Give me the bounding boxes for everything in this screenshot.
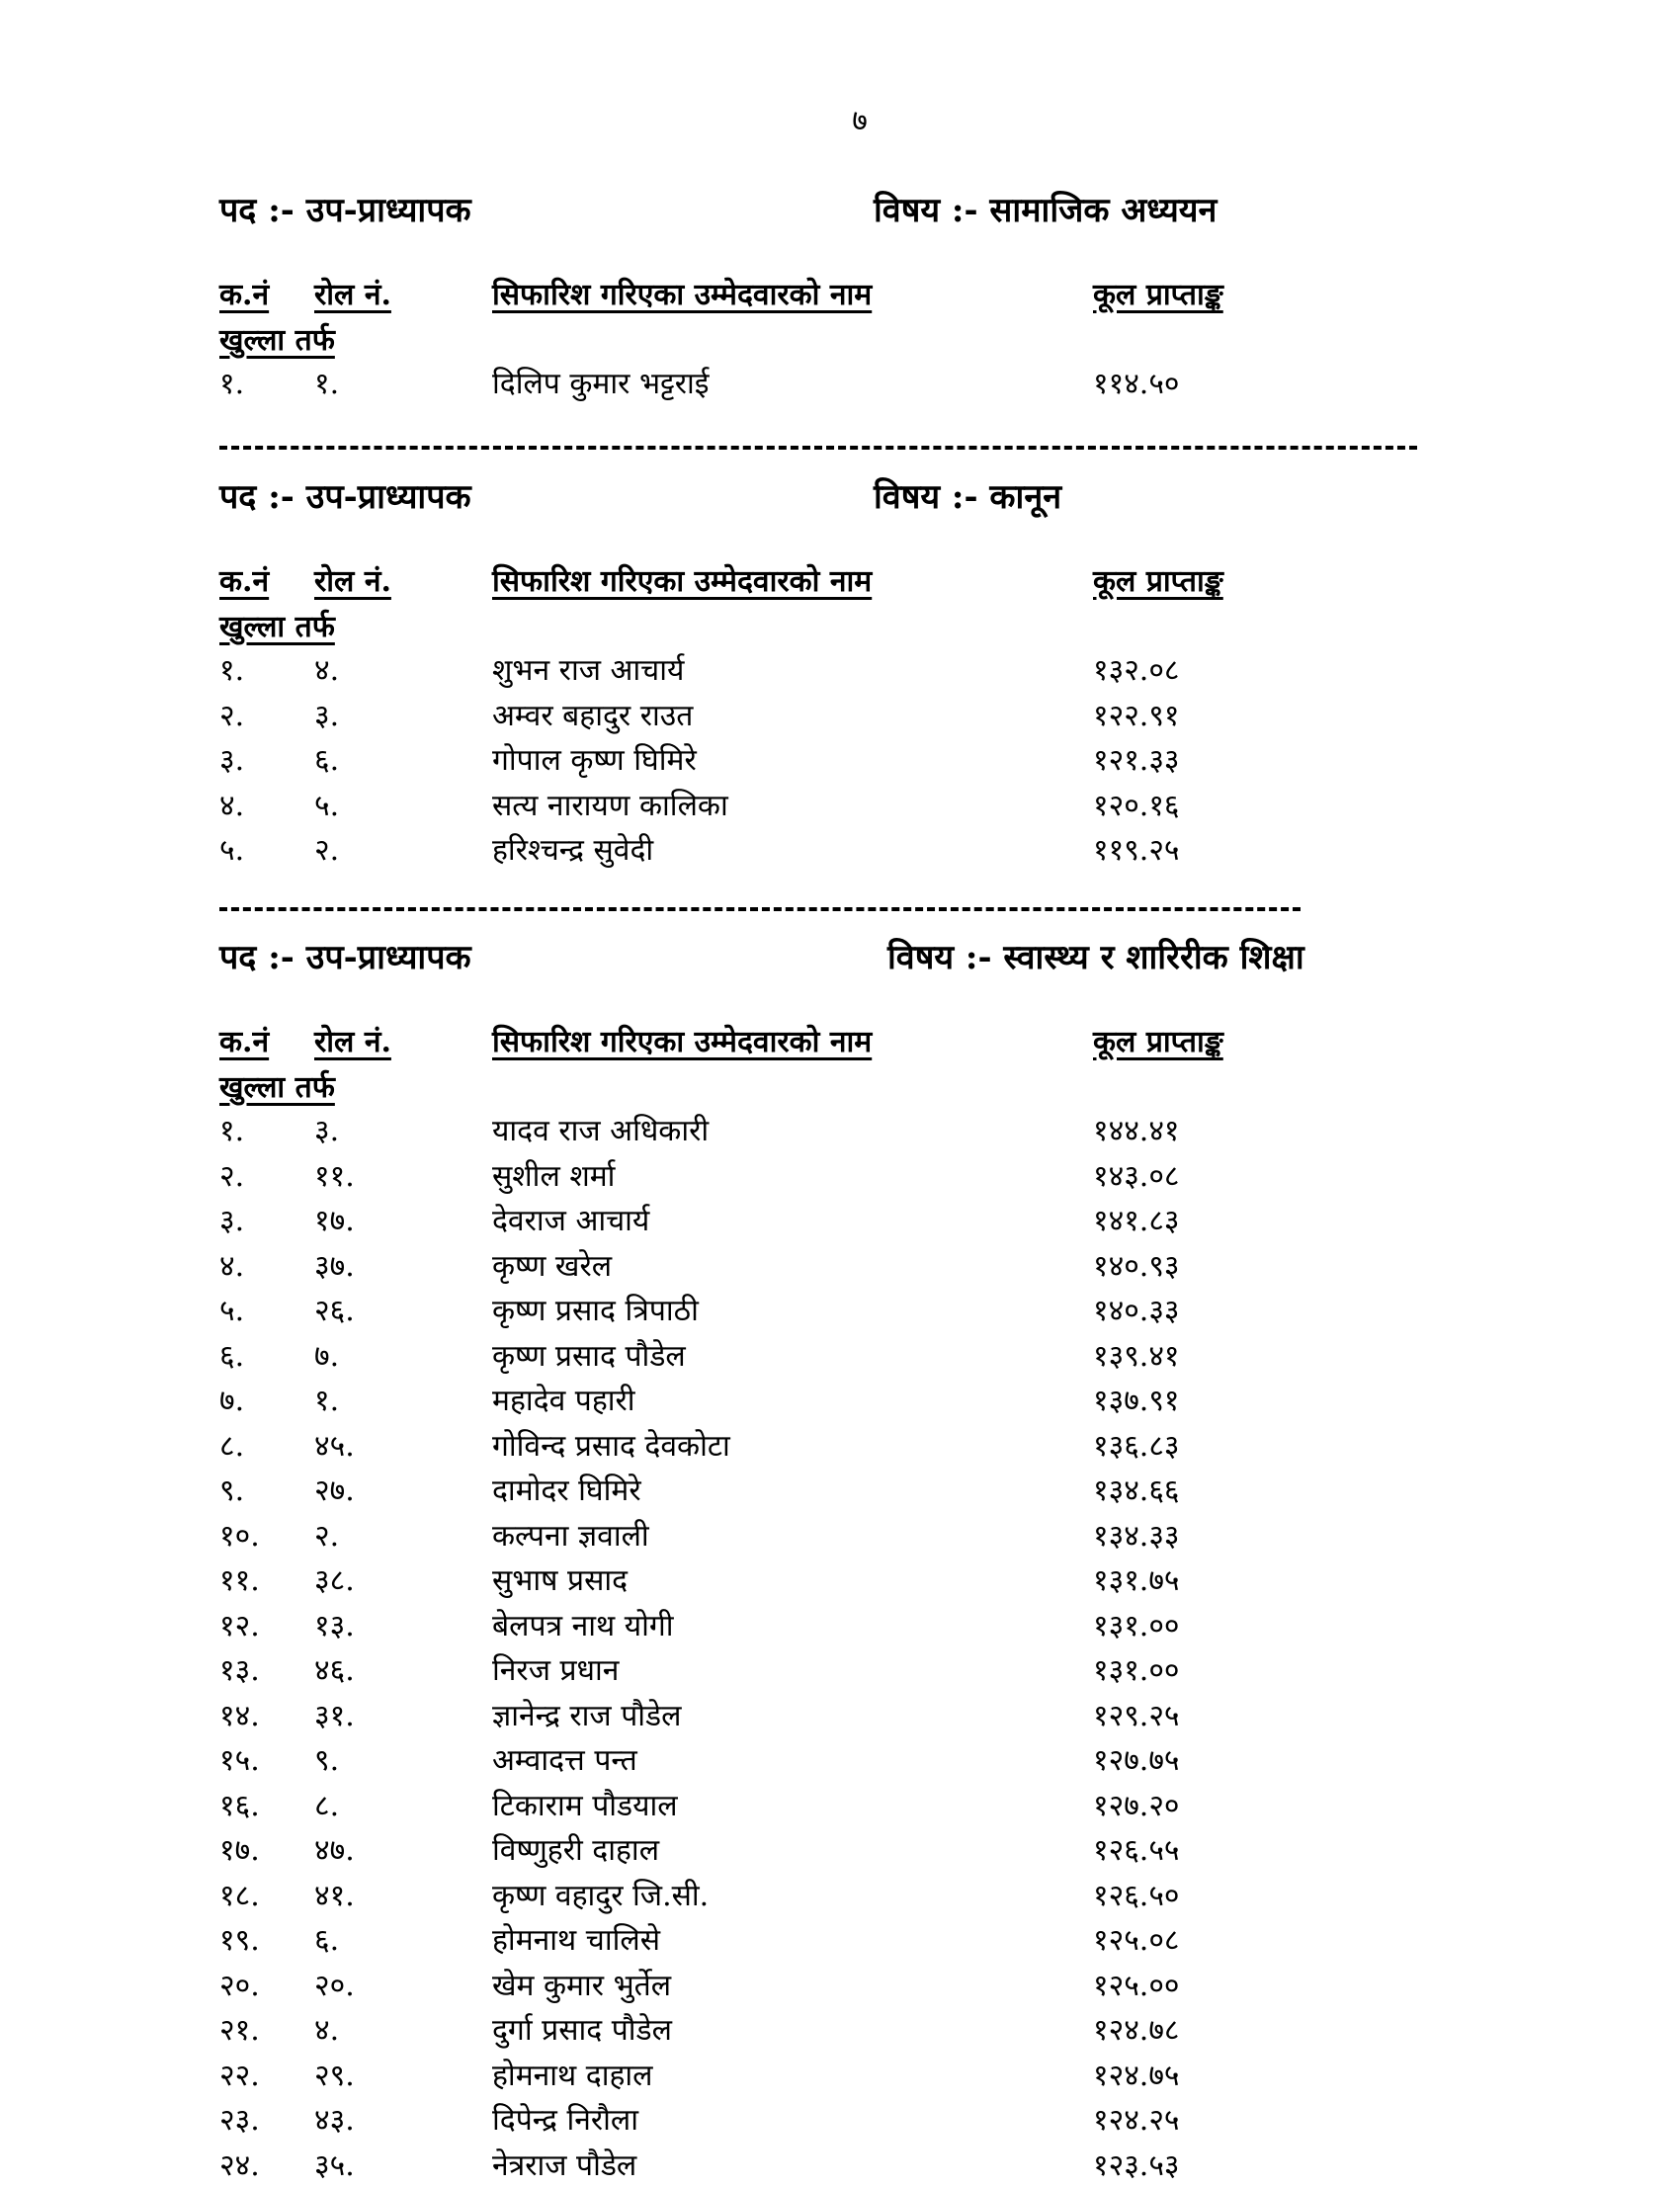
row-serial: २. bbox=[219, 1154, 244, 1195]
table-row bbox=[219, 1244, 1504, 1290]
row-candidate-name: यादव राज अधिकारी bbox=[492, 1109, 709, 1149]
row-total-score: १४३.०८ bbox=[1093, 1154, 1180, 1195]
table-row bbox=[219, 2144, 1504, 2188]
post-label: पद :- उप-प्राध्यापक bbox=[219, 186, 471, 231]
table-row bbox=[219, 1648, 1504, 1694]
row-roll-number: २९. bbox=[314, 2054, 355, 2094]
table-row bbox=[219, 1694, 1504, 1739]
table-row bbox=[219, 1379, 1504, 1424]
row-roll-number: ११. bbox=[314, 1154, 355, 1195]
table-row bbox=[219, 1784, 1504, 1829]
row-serial: ५. bbox=[219, 1289, 244, 1329]
row-serial: ५. bbox=[219, 828, 244, 869]
row-total-score: १२५.०० bbox=[1093, 1964, 1180, 2004]
row-serial: २. bbox=[219, 694, 244, 734]
col-serial-header: क.नं bbox=[219, 1020, 269, 1060]
col-roll-header: रोल नं. bbox=[314, 559, 391, 600]
subject-label: विषय :- सामाजिक अध्ययन bbox=[874, 186, 1217, 231]
column-headers bbox=[219, 559, 1504, 605]
row-serial: २०. bbox=[219, 1964, 260, 2004]
group-label: खुल्ला तर्फ bbox=[219, 318, 1504, 362]
section-health-physical-education bbox=[219, 933, 1504, 2188]
row-total-score: १४०.३३ bbox=[1093, 1289, 1180, 1329]
table-row bbox=[219, 1109, 1504, 1154]
table-row bbox=[219, 1874, 1504, 1919]
subject-label: विषय :- स्वास्थ्य र शारिरीक शिक्षा bbox=[887, 933, 1304, 978]
row-candidate-name: सत्य नारायण कालिका bbox=[492, 784, 728, 824]
row-serial: ३. bbox=[219, 1199, 244, 1239]
row-serial: ४. bbox=[219, 1244, 244, 1285]
row-total-score: १३१.७५ bbox=[1093, 1558, 1180, 1599]
row-roll-number: ३७. bbox=[314, 1244, 355, 1285]
row-roll-number: १. bbox=[314, 1379, 339, 1419]
table-row bbox=[219, 1289, 1504, 1334]
row-roll-number: ३१. bbox=[314, 1694, 355, 1734]
post-label: पद :- उप-प्राध्यापक bbox=[219, 933, 471, 978]
row-serial: १८. bbox=[219, 1874, 260, 1914]
row-candidate-name: महादेव पहारी bbox=[492, 1379, 635, 1419]
table-row bbox=[219, 2098, 1504, 2144]
row-candidate-name: दिपेन्द्र निरौला bbox=[492, 2098, 638, 2139]
row-roll-number: ५. bbox=[314, 784, 339, 824]
row-total-score: १२६.५५ bbox=[1093, 1828, 1180, 1869]
row-candidate-name: हरिश्चन्द्र सुवेदी bbox=[492, 828, 653, 869]
row-serial: १९. bbox=[219, 1918, 260, 1959]
row-candidate-name: होमनाथ दाहाल bbox=[492, 2054, 653, 2094]
row-roll-number: ४७. bbox=[314, 1828, 355, 1869]
row-serial: १७. bbox=[219, 1828, 260, 1869]
table-row bbox=[219, 1199, 1504, 1244]
row-candidate-name: ज्ञानेन्द्र राज पौडेल bbox=[492, 1694, 681, 1734]
row-candidate-name: होमनाथ चालिसे bbox=[492, 1918, 660, 1959]
table-row bbox=[219, 648, 1504, 694]
row-roll-number: ९. bbox=[314, 1738, 339, 1779]
row-roll-number: ३. bbox=[314, 694, 339, 734]
row-candidate-name: खेम कुमार भुर्तेल bbox=[492, 1964, 671, 2004]
row-serial: ८. bbox=[219, 1424, 244, 1465]
row-roll-number: २. bbox=[314, 828, 339, 869]
row-roll-number: ४. bbox=[314, 2008, 339, 2049]
row-roll-number: ४. bbox=[314, 648, 339, 689]
row-roll-number: ६. bbox=[314, 738, 339, 779]
table-row bbox=[219, 1738, 1504, 1784]
row-roll-number: १३. bbox=[314, 1604, 355, 1644]
table-row bbox=[219, 1918, 1504, 1964]
row-total-score: १४१.८३ bbox=[1093, 1199, 1180, 1239]
post-label: पद :- उप-प्राध्यापक bbox=[219, 472, 471, 518]
result-rows bbox=[219, 362, 1504, 407]
row-candidate-name: शुभन राज आचार्य bbox=[492, 648, 684, 689]
table-row bbox=[219, 1334, 1504, 1380]
subject-label: विषय :- कानून bbox=[874, 472, 1061, 518]
row-total-score: १३१.०० bbox=[1093, 1648, 1180, 1689]
row-total-score: १२९.२५ bbox=[1093, 1694, 1180, 1734]
table-row bbox=[219, 738, 1504, 784]
col-name-header: सिफारिश गरिएका उम्मेदवारको नाम bbox=[492, 273, 872, 313]
section-social-studies bbox=[219, 186, 1504, 407]
col-score-header: कूल प्राप्ताङ्क bbox=[1093, 273, 1223, 313]
row-candidate-name: निरज प्रधान bbox=[492, 1648, 619, 1689]
row-serial: ३. bbox=[219, 738, 244, 779]
row-total-score: १२७.२० bbox=[1093, 1784, 1180, 1824]
row-roll-number: ४३. bbox=[314, 2098, 355, 2139]
group-label: खुल्ला तर्फ bbox=[219, 1065, 1504, 1109]
row-total-score: १३२.०८ bbox=[1093, 648, 1180, 689]
row-serial: १३. bbox=[219, 1648, 260, 1689]
section-header bbox=[219, 933, 1504, 982]
row-total-score: १२२.९१ bbox=[1093, 694, 1180, 734]
table-row bbox=[219, 1469, 1504, 1514]
row-serial: ९. bbox=[219, 1469, 244, 1509]
result-rows bbox=[219, 648, 1504, 874]
row-candidate-name: विष्णुहरी दाहाल bbox=[492, 1828, 659, 1869]
section-header bbox=[219, 186, 1504, 235]
col-roll-header: रोल नं. bbox=[314, 273, 391, 313]
row-candidate-name: सुभाष प्रसाद bbox=[492, 1558, 628, 1599]
col-name-header: सिफारिश गरिएका उम्मेदवारको नाम bbox=[492, 559, 872, 600]
table-row bbox=[219, 1514, 1504, 1559]
table-row bbox=[219, 2008, 1504, 2054]
row-total-score: ११४.५० bbox=[1093, 362, 1180, 402]
row-serial: १५. bbox=[219, 1738, 260, 1779]
row-total-score: १३९.४१ bbox=[1093, 1334, 1180, 1375]
row-candidate-name: अम्वर बहादुर राउत bbox=[492, 694, 693, 734]
table-row bbox=[219, 1558, 1504, 1604]
section-divider bbox=[219, 446, 1417, 450]
row-candidate-name: कृष्ण खरेल bbox=[492, 1244, 612, 1285]
row-roll-number: ३८. bbox=[314, 1558, 355, 1599]
row-total-score: १२०.१६ bbox=[1093, 784, 1180, 824]
row-total-score: १३४.६६ bbox=[1093, 1469, 1180, 1509]
col-serial-header: क.नं bbox=[219, 273, 269, 313]
row-roll-number: १. bbox=[314, 362, 339, 402]
row-total-score: १२१.३३ bbox=[1093, 738, 1180, 779]
row-roll-number: २०. bbox=[314, 1964, 355, 2004]
col-score-header: कूल प्राप्ताङ्क bbox=[1093, 1020, 1223, 1060]
row-serial: ७. bbox=[219, 1379, 244, 1419]
table-row bbox=[219, 694, 1504, 739]
group-label: खुल्ला तर्फ bbox=[219, 605, 1504, 648]
row-candidate-name: दामोदर घिमिरे bbox=[492, 1469, 641, 1509]
row-total-score: १४०.९३ bbox=[1093, 1244, 1180, 1285]
row-serial: १६. bbox=[219, 1784, 260, 1824]
row-total-score: १२४.२५ bbox=[1093, 2098, 1180, 2139]
row-serial: २२. bbox=[219, 2054, 260, 2094]
row-serial: १०. bbox=[219, 1514, 260, 1555]
row-candidate-name: नेत्रराज पौडेल bbox=[492, 2144, 636, 2184]
row-candidate-name: देवराज आचार्य bbox=[492, 1199, 649, 1239]
row-roll-number: ४६. bbox=[314, 1648, 355, 1689]
column-headers bbox=[219, 273, 1504, 318]
row-serial: १. bbox=[219, 1109, 244, 1149]
row-candidate-name: अम्वादत्त पन्त bbox=[492, 1738, 637, 1779]
table-row bbox=[219, 784, 1504, 829]
row-roll-number: ४५. bbox=[314, 1424, 355, 1465]
row-total-score: १३७.९१ bbox=[1093, 1379, 1180, 1419]
row-total-score: १२४.७५ bbox=[1093, 2054, 1180, 2094]
row-roll-number: १७. bbox=[314, 1199, 355, 1239]
row-total-score: १३६.८३ bbox=[1093, 1424, 1180, 1465]
row-roll-number: ३५. bbox=[314, 2144, 355, 2184]
table-row bbox=[219, 1154, 1504, 1200]
row-serial: २१. bbox=[219, 2008, 260, 2049]
row-total-score: १२४.७८ bbox=[1093, 2008, 1180, 2049]
row-total-score: १२६.५० bbox=[1093, 1874, 1180, 1914]
row-candidate-name: कृष्ण प्रसाद पौडेल bbox=[492, 1334, 686, 1375]
row-total-score: १३१.०० bbox=[1093, 1604, 1180, 1644]
row-serial: १२. bbox=[219, 1604, 260, 1644]
col-roll-header: रोल नं. bbox=[314, 1020, 391, 1060]
row-total-score: १२५.०८ bbox=[1093, 1918, 1180, 1959]
row-roll-number: २. bbox=[314, 1514, 339, 1555]
row-serial: ११. bbox=[219, 1558, 260, 1599]
col-score-header: कूल प्राप्ताङ्क bbox=[1093, 559, 1223, 600]
row-roll-number: ८. bbox=[314, 1784, 339, 1824]
row-total-score: १२३.५३ bbox=[1093, 2144, 1180, 2184]
table-row bbox=[219, 828, 1504, 874]
row-roll-number: ७. bbox=[314, 1334, 339, 1375]
row-candidate-name: दुर्गा प्रसाद पौडेल bbox=[492, 2008, 672, 2049]
table-row bbox=[219, 362, 1504, 407]
row-candidate-name: गोपाल कृष्ण घिमिरे bbox=[492, 738, 697, 779]
table-row bbox=[219, 1964, 1504, 2009]
table-row bbox=[219, 2054, 1504, 2099]
row-serial: १. bbox=[219, 362, 244, 402]
row-total-score: ११९.२५ bbox=[1093, 828, 1180, 869]
row-serial: ६. bbox=[219, 1334, 244, 1375]
row-total-score: १२७.७५ bbox=[1093, 1738, 1180, 1779]
row-serial: १४. bbox=[219, 1694, 260, 1734]
row-total-score: १३४.३३ bbox=[1093, 1514, 1180, 1555]
row-serial: ४. bbox=[219, 784, 244, 824]
row-candidate-name: कल्पना ज्ञवाली bbox=[492, 1514, 649, 1555]
row-roll-number: २६. bbox=[314, 1289, 355, 1329]
row-candidate-name: कृष्ण वहादुर जि.सी. bbox=[492, 1874, 709, 1914]
page-number: ७ bbox=[0, 99, 1680, 139]
row-roll-number: ४१. bbox=[314, 1874, 355, 1914]
column-headers bbox=[219, 1020, 1504, 1065]
row-candidate-name: टिकाराम पौडयाल bbox=[492, 1784, 678, 1824]
row-roll-number: ३. bbox=[314, 1109, 339, 1149]
row-serial: २४. bbox=[219, 2144, 260, 2184]
table-row bbox=[219, 1604, 1504, 1649]
row-total-score: १४४.४१ bbox=[1093, 1109, 1180, 1149]
section-law bbox=[219, 472, 1504, 874]
section-divider bbox=[219, 907, 1301, 911]
row-candidate-name: बेलपत्र नाथ योगी bbox=[492, 1604, 674, 1644]
col-serial-header: क.नं bbox=[219, 559, 269, 600]
row-roll-number: २७. bbox=[314, 1469, 355, 1509]
row-candidate-name: कृष्ण प्रसाद त्रिपाठी bbox=[492, 1289, 699, 1329]
table-row bbox=[219, 1424, 1504, 1470]
row-roll-number: ६. bbox=[314, 1918, 339, 1959]
table-row bbox=[219, 1828, 1504, 1874]
row-candidate-name: गोविन्द प्रसाद देवकोटा bbox=[492, 1424, 730, 1465]
col-name-header: सिफारिश गरिएका उम्मेदवारको नाम bbox=[492, 1020, 872, 1060]
section-header bbox=[219, 472, 1504, 522]
row-candidate-name: दिलिप कुमार भट्टराई bbox=[492, 362, 709, 402]
result-rows bbox=[219, 1109, 1504, 2188]
row-candidate-name: सुशील शर्मा bbox=[492, 1154, 615, 1195]
row-serial: २३. bbox=[219, 2098, 260, 2139]
row-serial: १. bbox=[219, 648, 244, 689]
